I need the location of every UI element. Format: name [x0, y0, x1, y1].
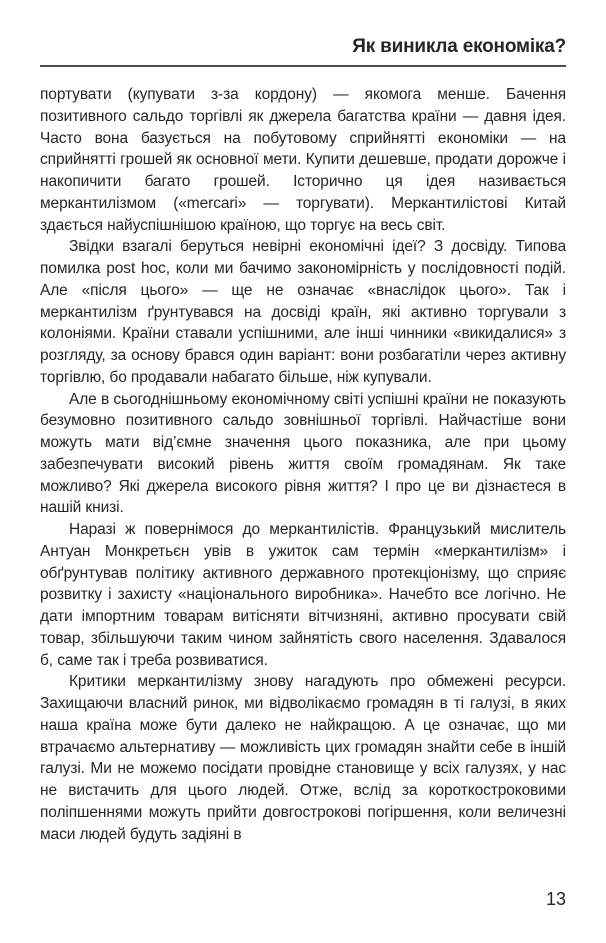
paragraph: Але в сьогоднішньому економічному світі успішні країни не показують безумовно позитивного сальдо зовнішньої торгівлі. Найчастіше вони можуть мати від’ємне значення цього показника, але при цьому забезпечувати високий рівень життя своїм громадянам. Як таке можливо? Які джерела високого рівня життя? І про це ви дізнаєтеся в нашій книзі.	[40, 390, 566, 517]
running-head-title: Як виникла економіка?	[352, 36, 566, 57]
page-header	[40, 36, 566, 67]
paragraph: Наразі ж повернімося до меркантилістів. Французький мислитель Антуан Монкретьєн увів в ужиток сам термін «меркантилізм» і обґрунтував політику активного державного протекціонізму, що сприяє розвитку і захисту «національного виробника». Начебто все логічно. Не дати імпортним товарам витісняти вітчизняні, активно просувати свій товар, збільшуючи таким чином зайнятість свого населення. Здавалося б, саме так і треба розвиватися.	[40, 521, 566, 669]
paragraph: Критики меркантилізму знову нагадують про обмежені ресурси. Захищаючи власний ринок, ми відволікаємо громадян в ті галузі, в яких наша країна може бути далеко не найкращою. А це означає, що ми втрачаємо альтернативу — можливість цих громадян знайти себе в іншій галузі. Ми не можемо посідати провідне становище у всіх галузях, у нас не вистачить для цього людей. Отже, вслід за короткостроковими поліпшеннями можуть прийти довгострокові погіршення, коли величезні маси людей будуть задіяні в	[40, 673, 566, 843]
paragraph: портувати (купувати з-за кордону) — якомога менше. Бачення позитивного сальдо торгівлі як джерела багатства країни — давня ідея. Часто вона базується на побутовому сприйнятті економіки — на сприйнятті грошей як основної мети. Купити дешевше, продати дорожче і накопичити багато грошей. Історично ця ідея називається меркантилізмом («mercari» — торгувати). Меркантилістові Китай здається найуспішнішою країною, що торгує на весь світ.	[40, 86, 566, 234]
body-text	[40, 84, 566, 845]
page-number: 13	[545, 889, 566, 909]
paragraph: Звідки взагалі беруться невірні економічні ідеї? З досвіду. Типова помилка post hoc, коли ми бачимо закономірність у послідовності подій. Але «після цього» — ще не означає «внаслідок цього». Так і меркантилізм ґрунтувався на досвіді країн, які активно торгували з колоніями. Країни ставали успішними, але інші чинники «викидалися» з розгляду, за основу брався один варіант: вони розбагатіли через активну торгівлю, бо продавали набагато більше, ніж купували.	[40, 238, 566, 386]
